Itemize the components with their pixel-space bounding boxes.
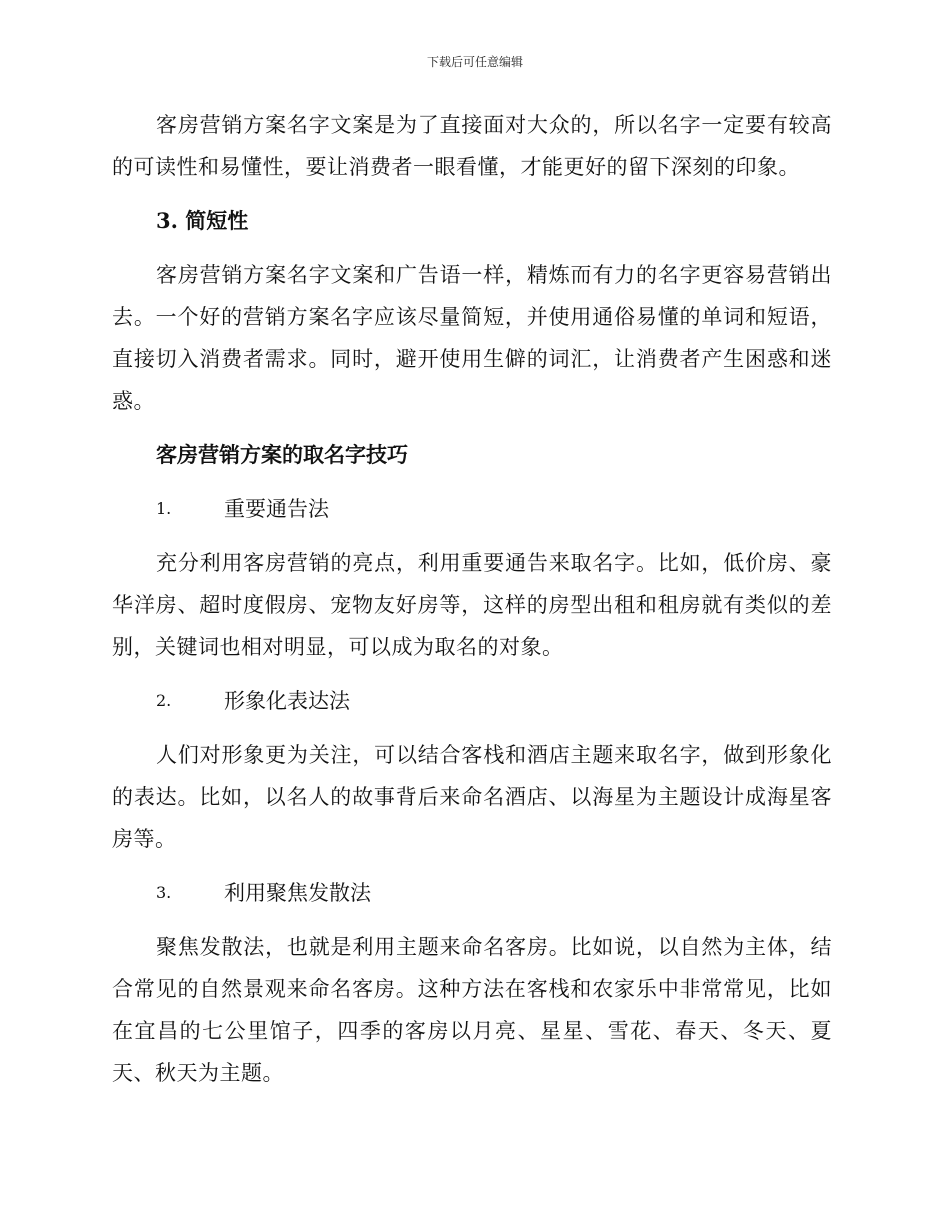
list-title: 重要通告法 [224,497,329,521]
list-item-2 [156,680,832,722]
paragraph-item-3: 聚焦发散法，也就是利用主题来命名客房。比如说，以自然为主体，结合常见的自然景观来命名客房。这种方法在客栈和农家乐中非常常见，比如在宜昌的七公里馆子，四季的客房以月亮、星星、雪花、春天、冬天、夏天、秋天为主题。 [112,935,832,1085]
list-number: 2. [156,691,172,710]
page-header: 下载后可任意编辑 [426,55,523,69]
paragraph-item-2: 人们对形象更为关注，可以结合客栈和酒店主题来取名字，做到形象化的表达。比如，以名人的故事背后来命名酒店、以海星为主题设计成海星客房等。 [112,743,832,851]
list-title: 利用聚焦发散法 [224,881,371,905]
list-number: 3. [156,883,172,902]
heading-naming-tips: 客房营销方案的取名字技巧 [156,442,408,467]
list-title: 形象化表达法 [224,689,350,713]
paragraph-item-1: 充分利用客房营销的亮点，利用重要通告来取名字。比如，低价房、豪华洋房、超时度假房、宠物友好房等，这样的房型出租和租房就有类似的差别，关键词也相对明显，可以成为取名的对象。 [112,551,832,659]
list-item-1 [156,488,832,530]
list-item-3 [156,872,832,914]
paragraph-readability: 客房营销方案名字文案是为了直接面对大众的，所以名字一定要有较高的可读性和易懂性，要让消费者一眼看懂，才能更好的留下深刻的印象。 [112,113,832,179]
heading-brevity: 3. 简短性 [156,208,249,233]
list-number: 1. [156,499,172,518]
paragraph-brevity: 客房营销方案名字文案和广告语一样，精炼而有力的名字更容易营销出去。一个好的营销方案名字应该尽量简短，并使用通俗易懂的单词和短语，直接切入消费者需求。同时，避开使用生僻的词汇，让消费者产生困惑和迷惑。 [112,263,832,413]
document-body [112,104,832,1106]
